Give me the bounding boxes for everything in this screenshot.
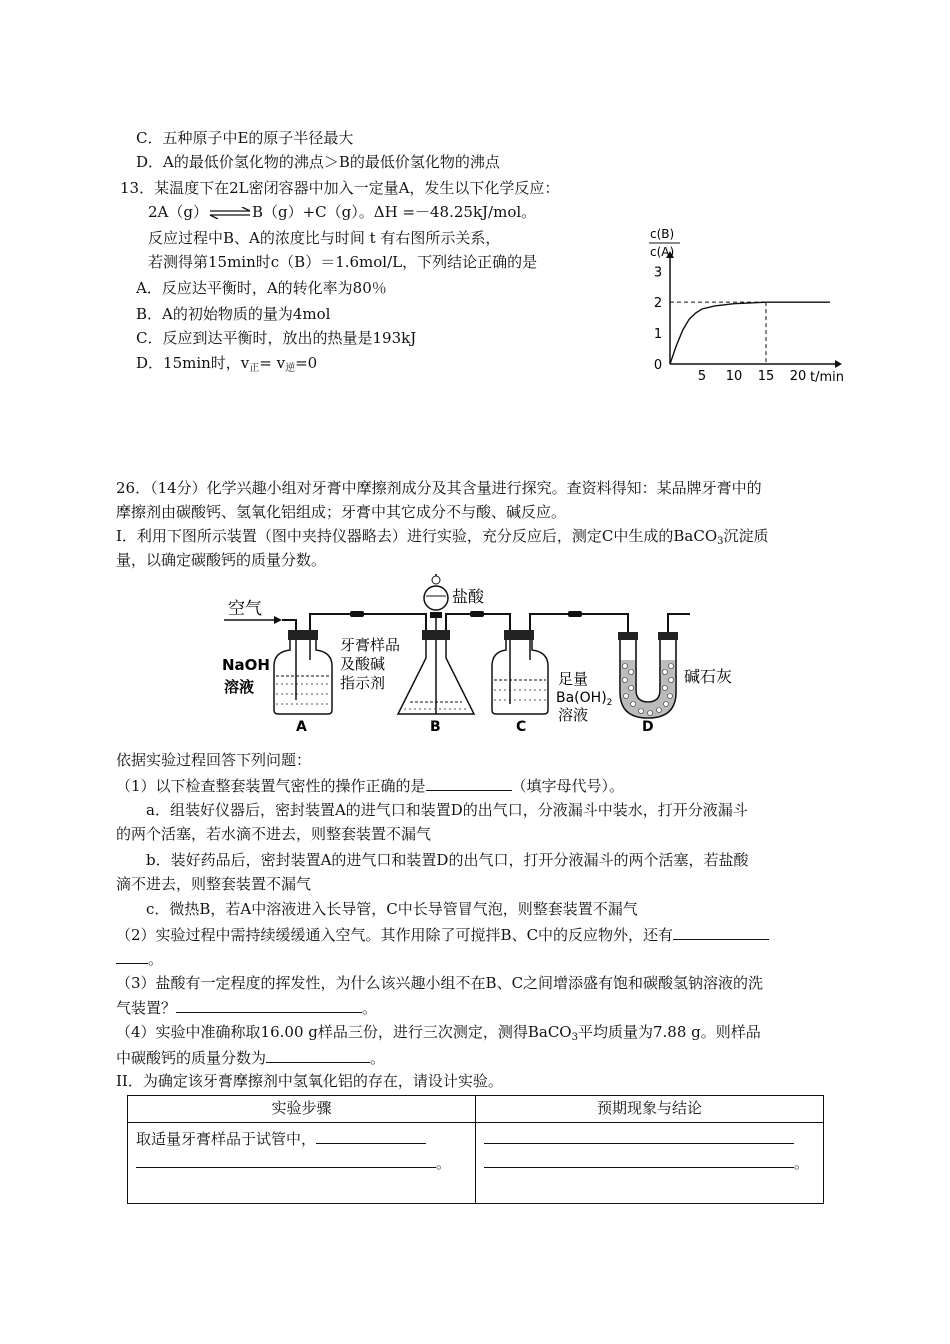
- answer-blank-4[interactable]: [266, 1047, 370, 1063]
- q26-sub-4a-post: 平均质量为7.88 g。则样品: [577, 1023, 761, 1041]
- air-label: 空气: [228, 599, 262, 619]
- q26-sub-3-end: 。: [362, 999, 378, 1017]
- q13-eq-right: B（g）+C（g）。ΔH =－48.25kJ/mol。: [251, 203, 537, 221]
- q13-option-c: C．反应到达平衡时，放出的热量是193kJ: [136, 329, 417, 347]
- q26-sub-3b: [116, 997, 377, 1018]
- q13-opt-d-sub2: 逆: [285, 363, 296, 374]
- q26-sub-2-text: （2）实验过程中需持续缓缓通入空气。其作用除了可搅拌B、C中的反应物外，还有: [116, 926, 674, 944]
- x-tick-label: 15: [757, 369, 775, 384]
- q13-opt-d-mid: = v: [259, 354, 286, 372]
- chart-axes: [666, 251, 842, 368]
- soda-lime-label: 碱石灰: [684, 667, 733, 686]
- x-tick-label: 10: [725, 369, 743, 384]
- answer-blank-2b[interactable]: [116, 948, 148, 964]
- bottle-c: [492, 630, 548, 714]
- baoh-label-2: $Ba(OH)_2$: [556, 690, 613, 708]
- option-a-line-2: 的两个活塞，若水滴不进去，则整套装置不漏气: [116, 825, 432, 843]
- q26-sub-4-end: 。: [370, 1049, 386, 1067]
- answer-blank-3[interactable]: [176, 997, 362, 1013]
- steps-end: 。: [436, 1154, 452, 1172]
- q26-sub-4a-sub: 3: [571, 1032, 578, 1043]
- option-a-line-1: a．组装好仪器后，密封装置A的进气口和装置D的出气口，分液漏斗中装水，打开分液漏斗: [146, 801, 748, 819]
- q26-sub-1-post: （填字母代号）。: [511, 777, 625, 795]
- q13-equation: [148, 202, 536, 222]
- q12-option-d: D．A的最低价氢化物的沸点＞B的最低价氢化物的沸点: [136, 153, 500, 171]
- sample-label-2: 及酸碱: [340, 655, 386, 673]
- label-b: B: [430, 719, 441, 735]
- acid-label: 盐酸: [452, 587, 485, 606]
- q26-sub-1: [116, 775, 624, 796]
- air-arrow-icon: [274, 616, 282, 624]
- q13-option-b: B．A的初始物质的量为4mol: [136, 305, 331, 323]
- answer-blank-1[interactable]: [426, 775, 512, 791]
- q26-sub-2-end: 。: [148, 950, 164, 968]
- series-line: [670, 302, 830, 364]
- table-header-conclusion: 预期现象与结论: [476, 1096, 824, 1123]
- y-tick-label: 1: [653, 327, 663, 343]
- u-tube-d: [618, 632, 678, 718]
- q26-sub-3b-text: 气装置？: [116, 999, 177, 1017]
- answer-blank-2a[interactable]: [673, 924, 769, 940]
- q26-sub-3a: （3）盐酸有一定程度的挥发性，为什么该兴趣小组不在B、C之间增添盛有饱和碳酸氢钠溶液的洗: [116, 974, 764, 992]
- q13-option-a: A．反应达平衡时，A的转化率为80％: [136, 279, 387, 297]
- q26-sub-4b-text: 中碳酸钙的质量分数为: [116, 1049, 267, 1067]
- baoh-label-3: 溶液: [558, 706, 589, 724]
- option-b-line-1: b．装好药品后，密封装置A的进气口和装置D的出气口，打开分液漏斗的两个活塞，若盐酸: [146, 851, 749, 869]
- answer-intro: 依据实验过程回答下列问题：: [116, 751, 312, 769]
- conclusion-blank-2[interactable]: [484, 1152, 794, 1168]
- q26-part-ii: II．为确定该牙膏摩擦剂中氢氧化铝的存在，请设计实验。: [116, 1072, 503, 1090]
- sample-label-1: 牙膏样品: [340, 636, 401, 654]
- x-axis-arrow-icon: [835, 360, 842, 368]
- chart-ylabel-denominator: c(A): [650, 245, 675, 259]
- q13-option-d: [136, 353, 317, 379]
- conclusion-blank-1[interactable]: [484, 1128, 794, 1144]
- table-header-steps: 实验步骤: [128, 1096, 476, 1123]
- reversible-arrow-icon: [208, 207, 252, 219]
- option-c-line: c．微热B，若A中溶液进入长导管，C中长导管冒气泡，则整套装置不漏气: [146, 900, 638, 918]
- table-cell-conclusion[interactable]: [476, 1123, 824, 1204]
- q12-option-c: C．五种原子中E的原子半径最大: [136, 129, 354, 147]
- y-tick-label: 2: [653, 296, 663, 312]
- q26-sub-4a: [116, 1022, 761, 1048]
- label-d: D: [642, 719, 654, 735]
- q26-sub-4a-text: （4）实验中准确称取16.00 g样品三份，进行三次测定，测得BaCO: [116, 1023, 572, 1041]
- bottle-a: [274, 630, 332, 714]
- apparatus-diagram: [200, 574, 760, 740]
- table-cell-steps-text: 取适量牙膏样品于试管中，: [136, 1130, 317, 1148]
- x-tick-label: 20: [789, 369, 807, 384]
- baoh-label-1: 足量: [558, 670, 589, 688]
- q26-intro-1: 26．（14分）化学兴趣小组对牙膏中摩擦剂成分及其含量进行探究。查资料得知：某品牌牙膏中的: [116, 479, 762, 497]
- option-b-line-2: 滴不进去，则整套装置不漏气: [116, 875, 312, 893]
- q13-line3: 若测得第15min时c（B）＝1.6mol/L，下列结论正确的是: [148, 253, 538, 271]
- ratio-time-chart: [630, 216, 850, 388]
- q13-eq-left: 2A（g）: [148, 203, 208, 221]
- table-cell-steps[interactable]: [128, 1123, 476, 1204]
- experiment-design-table: [127, 1095, 824, 1204]
- q26-intro-2: 摩擦剂由碳酸钙、氢氧化铝组成；牙膏中其它成分不与酸、碱反应。: [116, 503, 567, 521]
- q26-part-i-sub: 3: [717, 536, 724, 547]
- q26-part-i-text: I．利用下图所示装置（图中夹持仪器略去）进行实验，充分反应后，测定C中生成的BaCO: [116, 527, 718, 545]
- steps-blank-2[interactable]: [136, 1152, 436, 1168]
- q26-sub-4b: [116, 1047, 385, 1068]
- x-tick-label: 5: [697, 369, 707, 384]
- q26-sub-1-text: （1）以下检查整套装置气密性的操作正确的是: [116, 777, 426, 795]
- q13-opt-d-pre: D．15min时，v: [136, 354, 250, 372]
- q26-sub-2-cont: [116, 948, 163, 969]
- q13-opt-d-post: =0: [295, 354, 318, 372]
- y-tick-label: 0: [653, 358, 663, 373]
- q26-part-i-post: 沉淀质: [723, 527, 769, 545]
- label-c: C: [516, 719, 527, 735]
- chart-xlabel: t/min: [810, 370, 844, 385]
- y-tick-label: 3: [653, 265, 663, 281]
- steps-blank-1[interactable]: [316, 1128, 426, 1144]
- naoh-label-2: 溶液: [224, 678, 255, 696]
- chart-series: [670, 302, 830, 364]
- q13-line2: 反应过程中B、A的浓度比与时间 t 有右图所示关系，: [148, 229, 501, 247]
- conclusion-end: 。: [794, 1154, 810, 1172]
- label-a: A: [296, 719, 307, 735]
- chart-ylabel-numerator: c(B): [650, 227, 675, 241]
- q26-part-i-1: [116, 526, 769, 552]
- q13-stem: 13．某温度下在2L密闭容器中加入一定量A，发生以下化学反应：: [120, 179, 560, 197]
- naoh-label-1: NaOH: [222, 656, 270, 674]
- q26-sub-2: [116, 924, 769, 945]
- q26-part-i-2: 量，以确定碳酸钙的质量分数。: [116, 551, 327, 569]
- sample-label-3: 指示剂: [340, 674, 386, 692]
- chart-ticks: [654, 265, 806, 384]
- q13-opt-d-sub1: 正: [249, 363, 260, 374]
